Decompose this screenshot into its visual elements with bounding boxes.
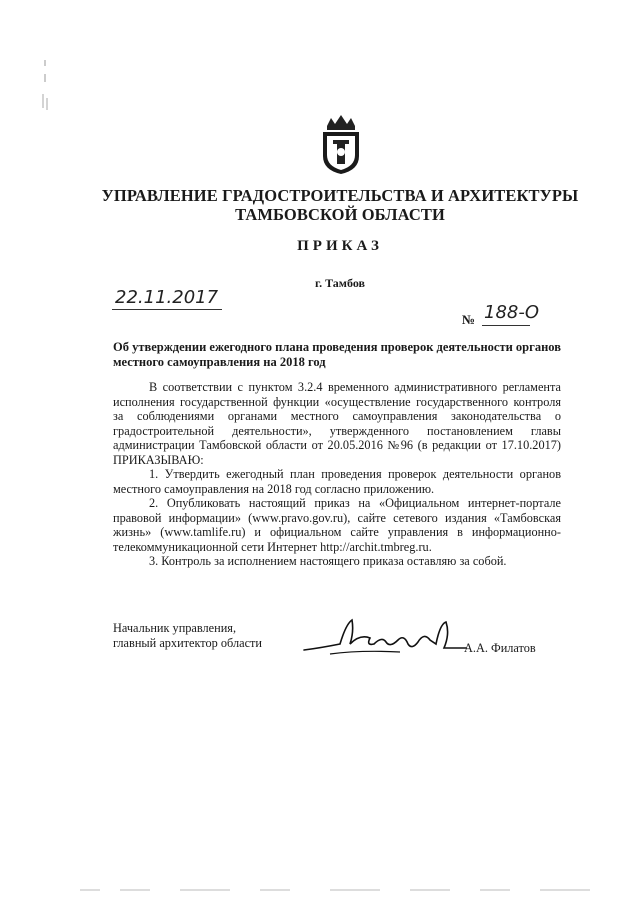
- scan-artifact-marks: [40, 60, 50, 120]
- handwritten-date: 22.11.2017: [115, 287, 219, 308]
- order-item-2: 2. Опубликовать настоящий приказ на «Официальном интернет-портале правовой информации» (www.pravo.gov.ru), сайте сетевого издания «Тамбовская жизнь» (www.tamlife.ru) и официальном сайте управления в информационно-телекоммуникационной сети Интернет http://archit.tmbreg.ru.: [113, 496, 561, 554]
- number-underline: [482, 325, 530, 326]
- signatory-title-line2: главный архитектор области: [113, 635, 262, 650]
- document-body: [113, 380, 561, 569]
- preamble-paragraph: В соответствии с пунктом 3.2.4 временного административного регламента исполнения государственной функции «осуществление государственного контроля за соблюдениями органами местного самоуправления законодательства о градостроительной деятельности», утвержденного постановлением главы администрации Тамбовской области от 20.05.2016 №96 (в редакции от 17.10.2017) ПРИКАЗЫВАЮ:: [113, 380, 561, 467]
- scan-artifact-footer: [80, 887, 600, 893]
- signatory-title: [113, 621, 262, 650]
- handwritten-signature: [300, 614, 470, 662]
- signatory-title-line1: Начальник управления,: [113, 621, 237, 635]
- document-type-title: ПРИКАЗ: [297, 238, 383, 254]
- tambov-coat-of-arms-icon: [317, 112, 365, 176]
- organization-name-line2: ТАМБОВСКОЙ ОБЛАСТИ: [235, 205, 445, 224]
- number-label: №: [462, 312, 476, 327]
- organization-name-line1: УПРАВЛЕНИЕ ГРАДОСТРОИТЕЛЬСТВА И АРХИТЕКТУРЫ: [101, 186, 579, 205]
- order-item-3: 3. Контроль за исполнением настоящего приказа оставляю за собой.: [149, 554, 507, 568]
- signatory-name: А.А. Филатов: [464, 641, 536, 655]
- order-item-1: 1. Утвердить ежегодный план проведения проверок деятельности органов местного самоуправления на 2018 год согласно приложению.: [113, 467, 561, 496]
- document-subject: Об утверждении ежегодного плана проведения проверок деятельности органов местного самоуправления на 2018 год: [113, 340, 561, 369]
- city-label: г. Тамбов: [315, 276, 365, 290]
- date-underline: [112, 309, 222, 310]
- handwritten-number: 188-О: [484, 302, 540, 323]
